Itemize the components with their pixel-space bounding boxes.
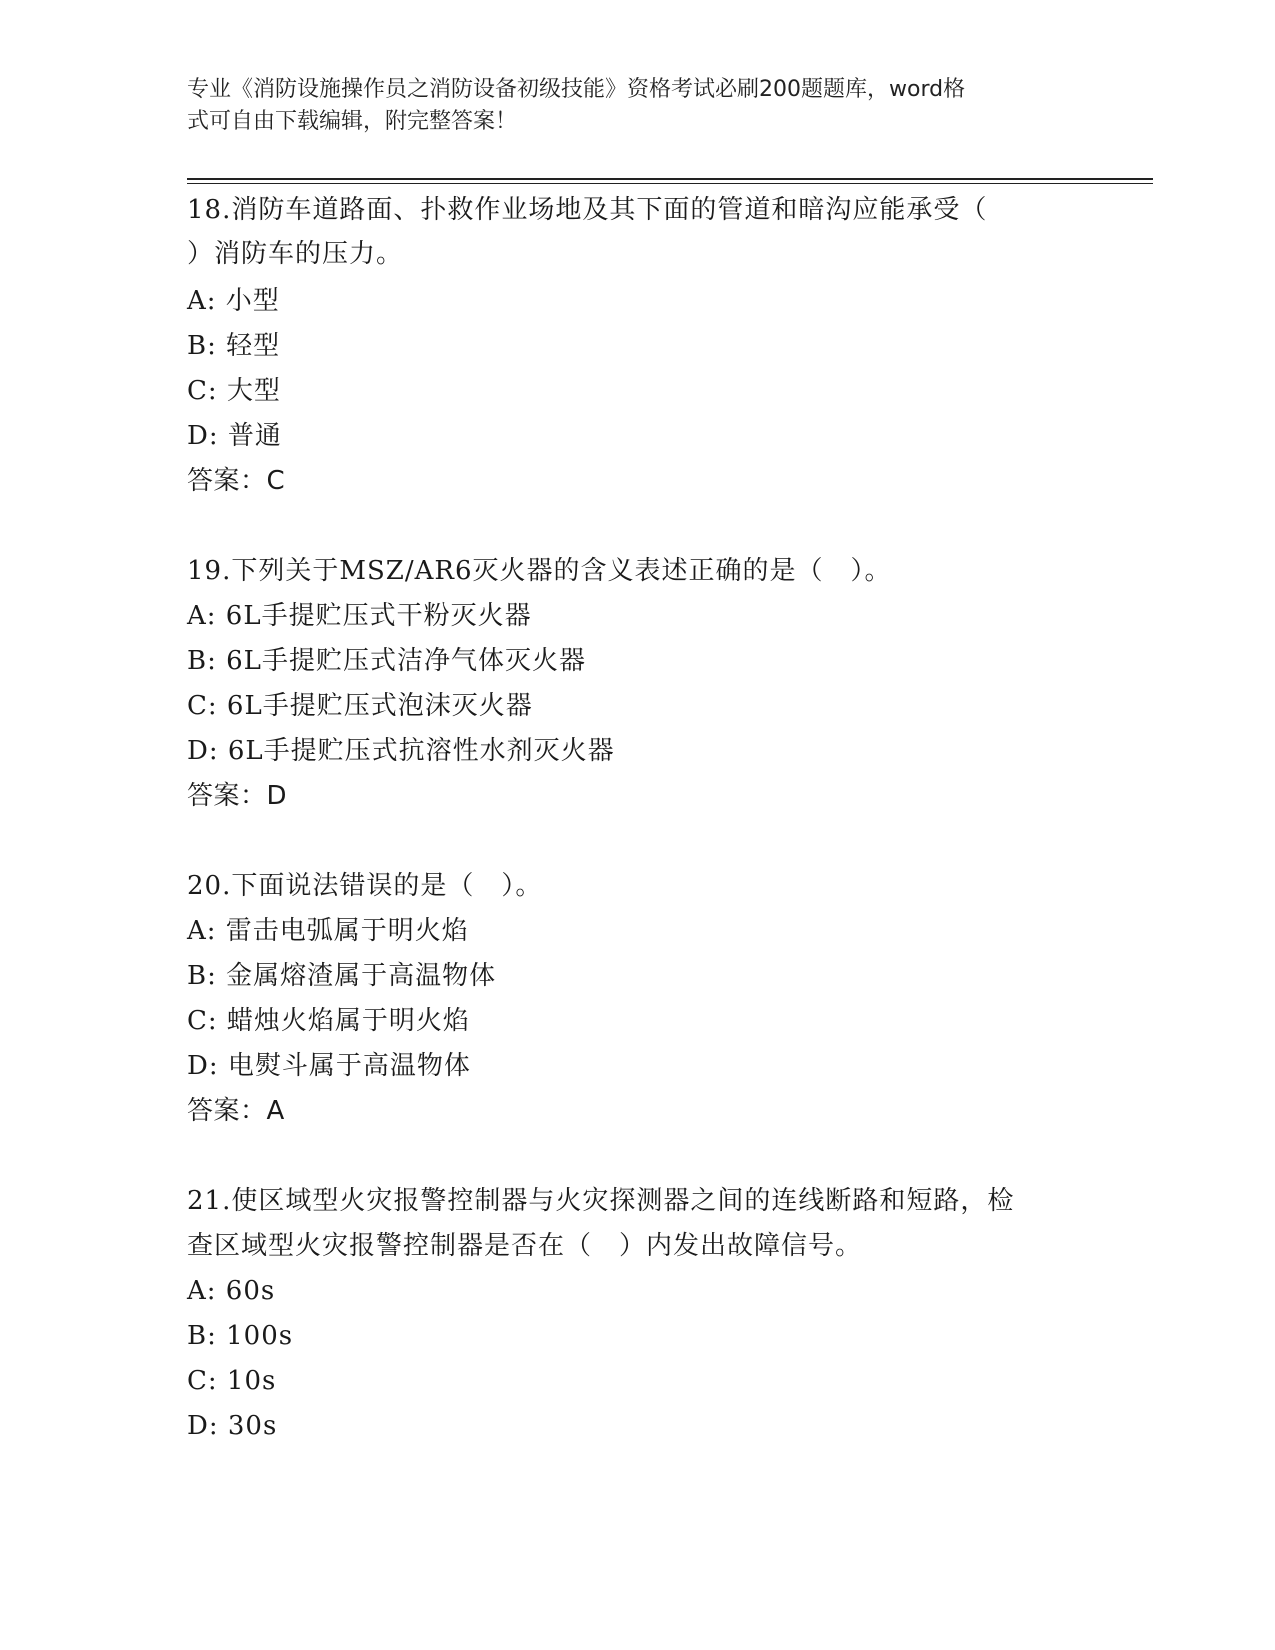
option-b: B: 100s	[187, 1321, 294, 1351]
option-a: A: 雷击电弧属于明火焰	[187, 916, 469, 946]
option-d: D: 电熨斗属于高温物体	[187, 1051, 471, 1081]
option-d: D: 6L手提贮压式抗溶性水剂灭火器	[187, 736, 615, 766]
option-d: D: 普通	[187, 421, 282, 451]
option-c: C: 蜡烛火焰属于明火焰	[187, 1006, 470, 1036]
header-divider	[187, 178, 1153, 184]
option-b: B: 金属熔渣属于高温物体	[187, 961, 497, 991]
question-stem-line: 18.消防车道路面、扑救作业场地及其下面的管道和暗沟应能承受（	[187, 195, 988, 225]
option-d: D: 30s	[187, 1411, 278, 1441]
header-line-2: 式可自由下载编辑，附完整答案！	[187, 109, 518, 134]
question-stem-line: 查区域型火灾报警控制器是否在（ ）内发出故障信号。	[187, 1231, 863, 1261]
option-b: B: 轻型	[187, 331, 281, 361]
answer-line: 答案：C	[187, 466, 286, 496]
answer-line: 答案：A	[187, 1096, 285, 1126]
question-stem-line: 19.下列关于MSZ/AR6灭火器的含义表述正确的是（ ）。	[187, 556, 892, 586]
option-a: A: 小型	[187, 286, 280, 316]
option-c: C: 大型	[187, 376, 281, 406]
option-c: C: 10s	[187, 1366, 277, 1396]
option-b: B: 6L手提贮压式洁净气体灭火器	[187, 646, 586, 676]
option-a: A: 60s	[187, 1276, 276, 1306]
header-line-1: 专业《消防设施操作员之消防设备初级技能》资格考试必刷200题题库，word格	[187, 77, 966, 102]
option-a: A: 6L手提贮压式干粉灭火器	[187, 601, 532, 631]
question-stem-line: 21.使区域型火灾报警控制器与火灾探测器之间的连线断路和短路，检	[187, 1186, 1015, 1216]
document-header	[187, 74, 1067, 138]
answer-line: 答案：D	[187, 781, 288, 811]
question-stem-line: ）消防车的压力。	[187, 239, 404, 269]
option-c: C: 6L手提贮压式泡沫灭火器	[187, 691, 533, 721]
question-stem-line: 20.下面说法错误的是（ ）。	[187, 871, 543, 901]
